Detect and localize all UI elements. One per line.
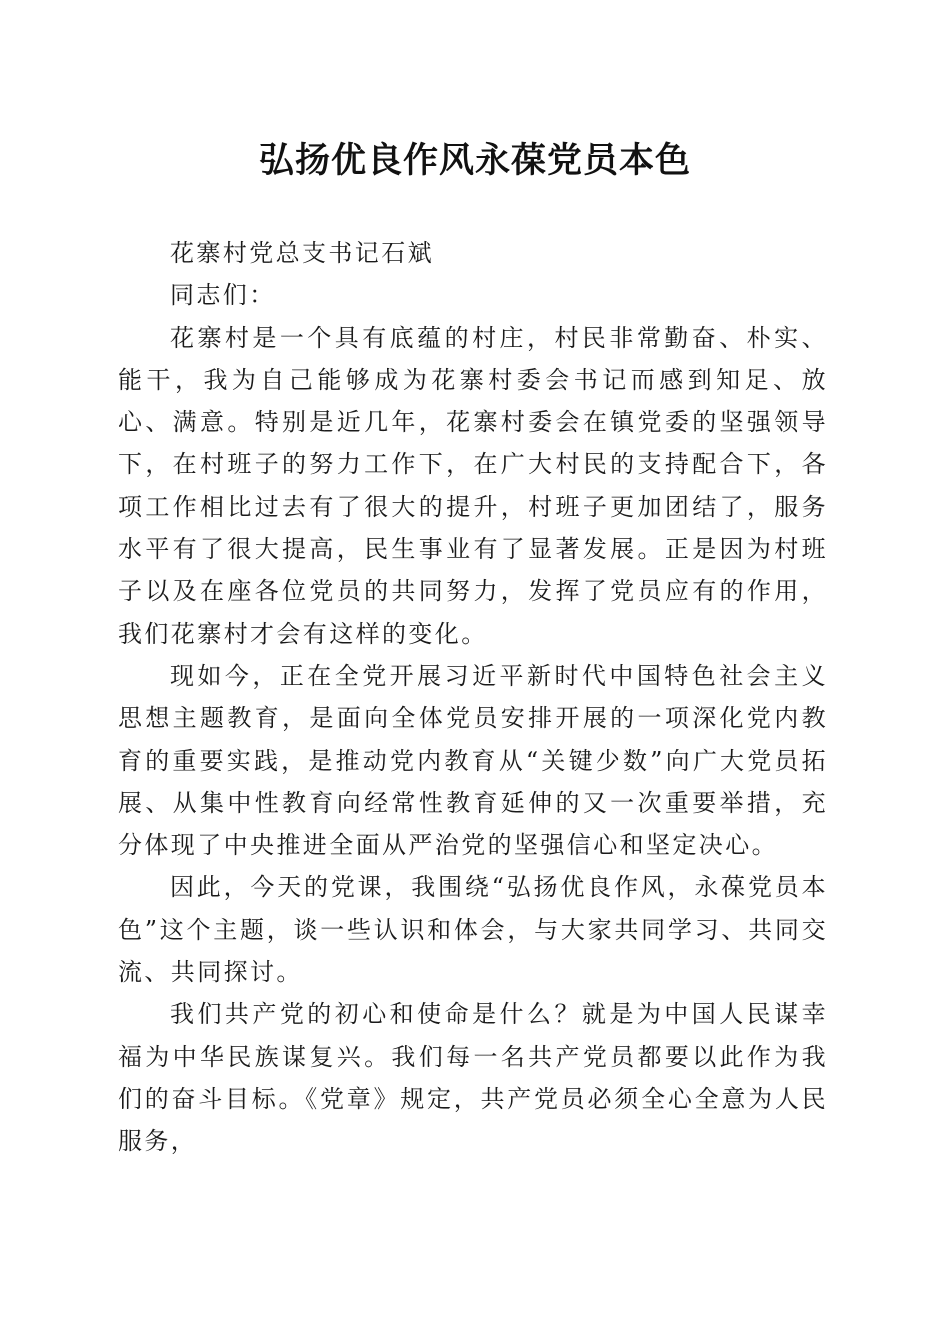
salutation: 同志们： — [170, 281, 276, 310]
author-line: 花寨村党总支书记石斌 — [170, 239, 434, 267]
paragraph-4: 我们共产党的初心和使命是什么？就是为中国人民谋幸福为中华民族谋复兴。我们每一名共产党员都要以此作为我们的奋斗目标。《党章》规定，共产党员必须全心全意为人民服务， — [118, 1000, 828, 1156]
paragraph-3: 因此，今天的党课，我围绕“弘扬优良作风，永葆党员本色”这个主题，谈一些认识和体会，与大家共同学习、共同交流、共同探讨。 — [118, 873, 828, 987]
paragraph-2: 现如今，正在全党开展习近平新时代中国特色社会主义思想主题教育，是面向全体党员安排开展的一项深化党内教育的重要实践，是推动党内教育从“关键少数”向广大党员拓展、从集中性教育向经常性教育延伸的又一次重要举措，充分体现了中央推进全面从严治党的坚强信心和坚定决心。 — [118, 661, 828, 860]
document-body — [118, 232, 828, 1163]
paragraph-1: 花寨村是一个具有底蕴的村庄，村民非常勤奋、朴实、能干，我为自己能够成为花寨村委会书记而感到知足、放心、满意。特别是近几年，花寨村委会在镇党委的坚强领导下，在村班子的努力工作下，在广大村民的支持配合下，各项工作相比过去有了很大的提升，村班子更加团结了，服务水平有了很大提高，民生事业有了显著发展。正是因为村班子以及在座各位党员的共同努力，发挥了党员应有的作用，我们花寨村才会有这样的变化。 — [118, 323, 828, 648]
document-title: 弘扬优良作风永葆党员本色 — [258, 140, 691, 181]
